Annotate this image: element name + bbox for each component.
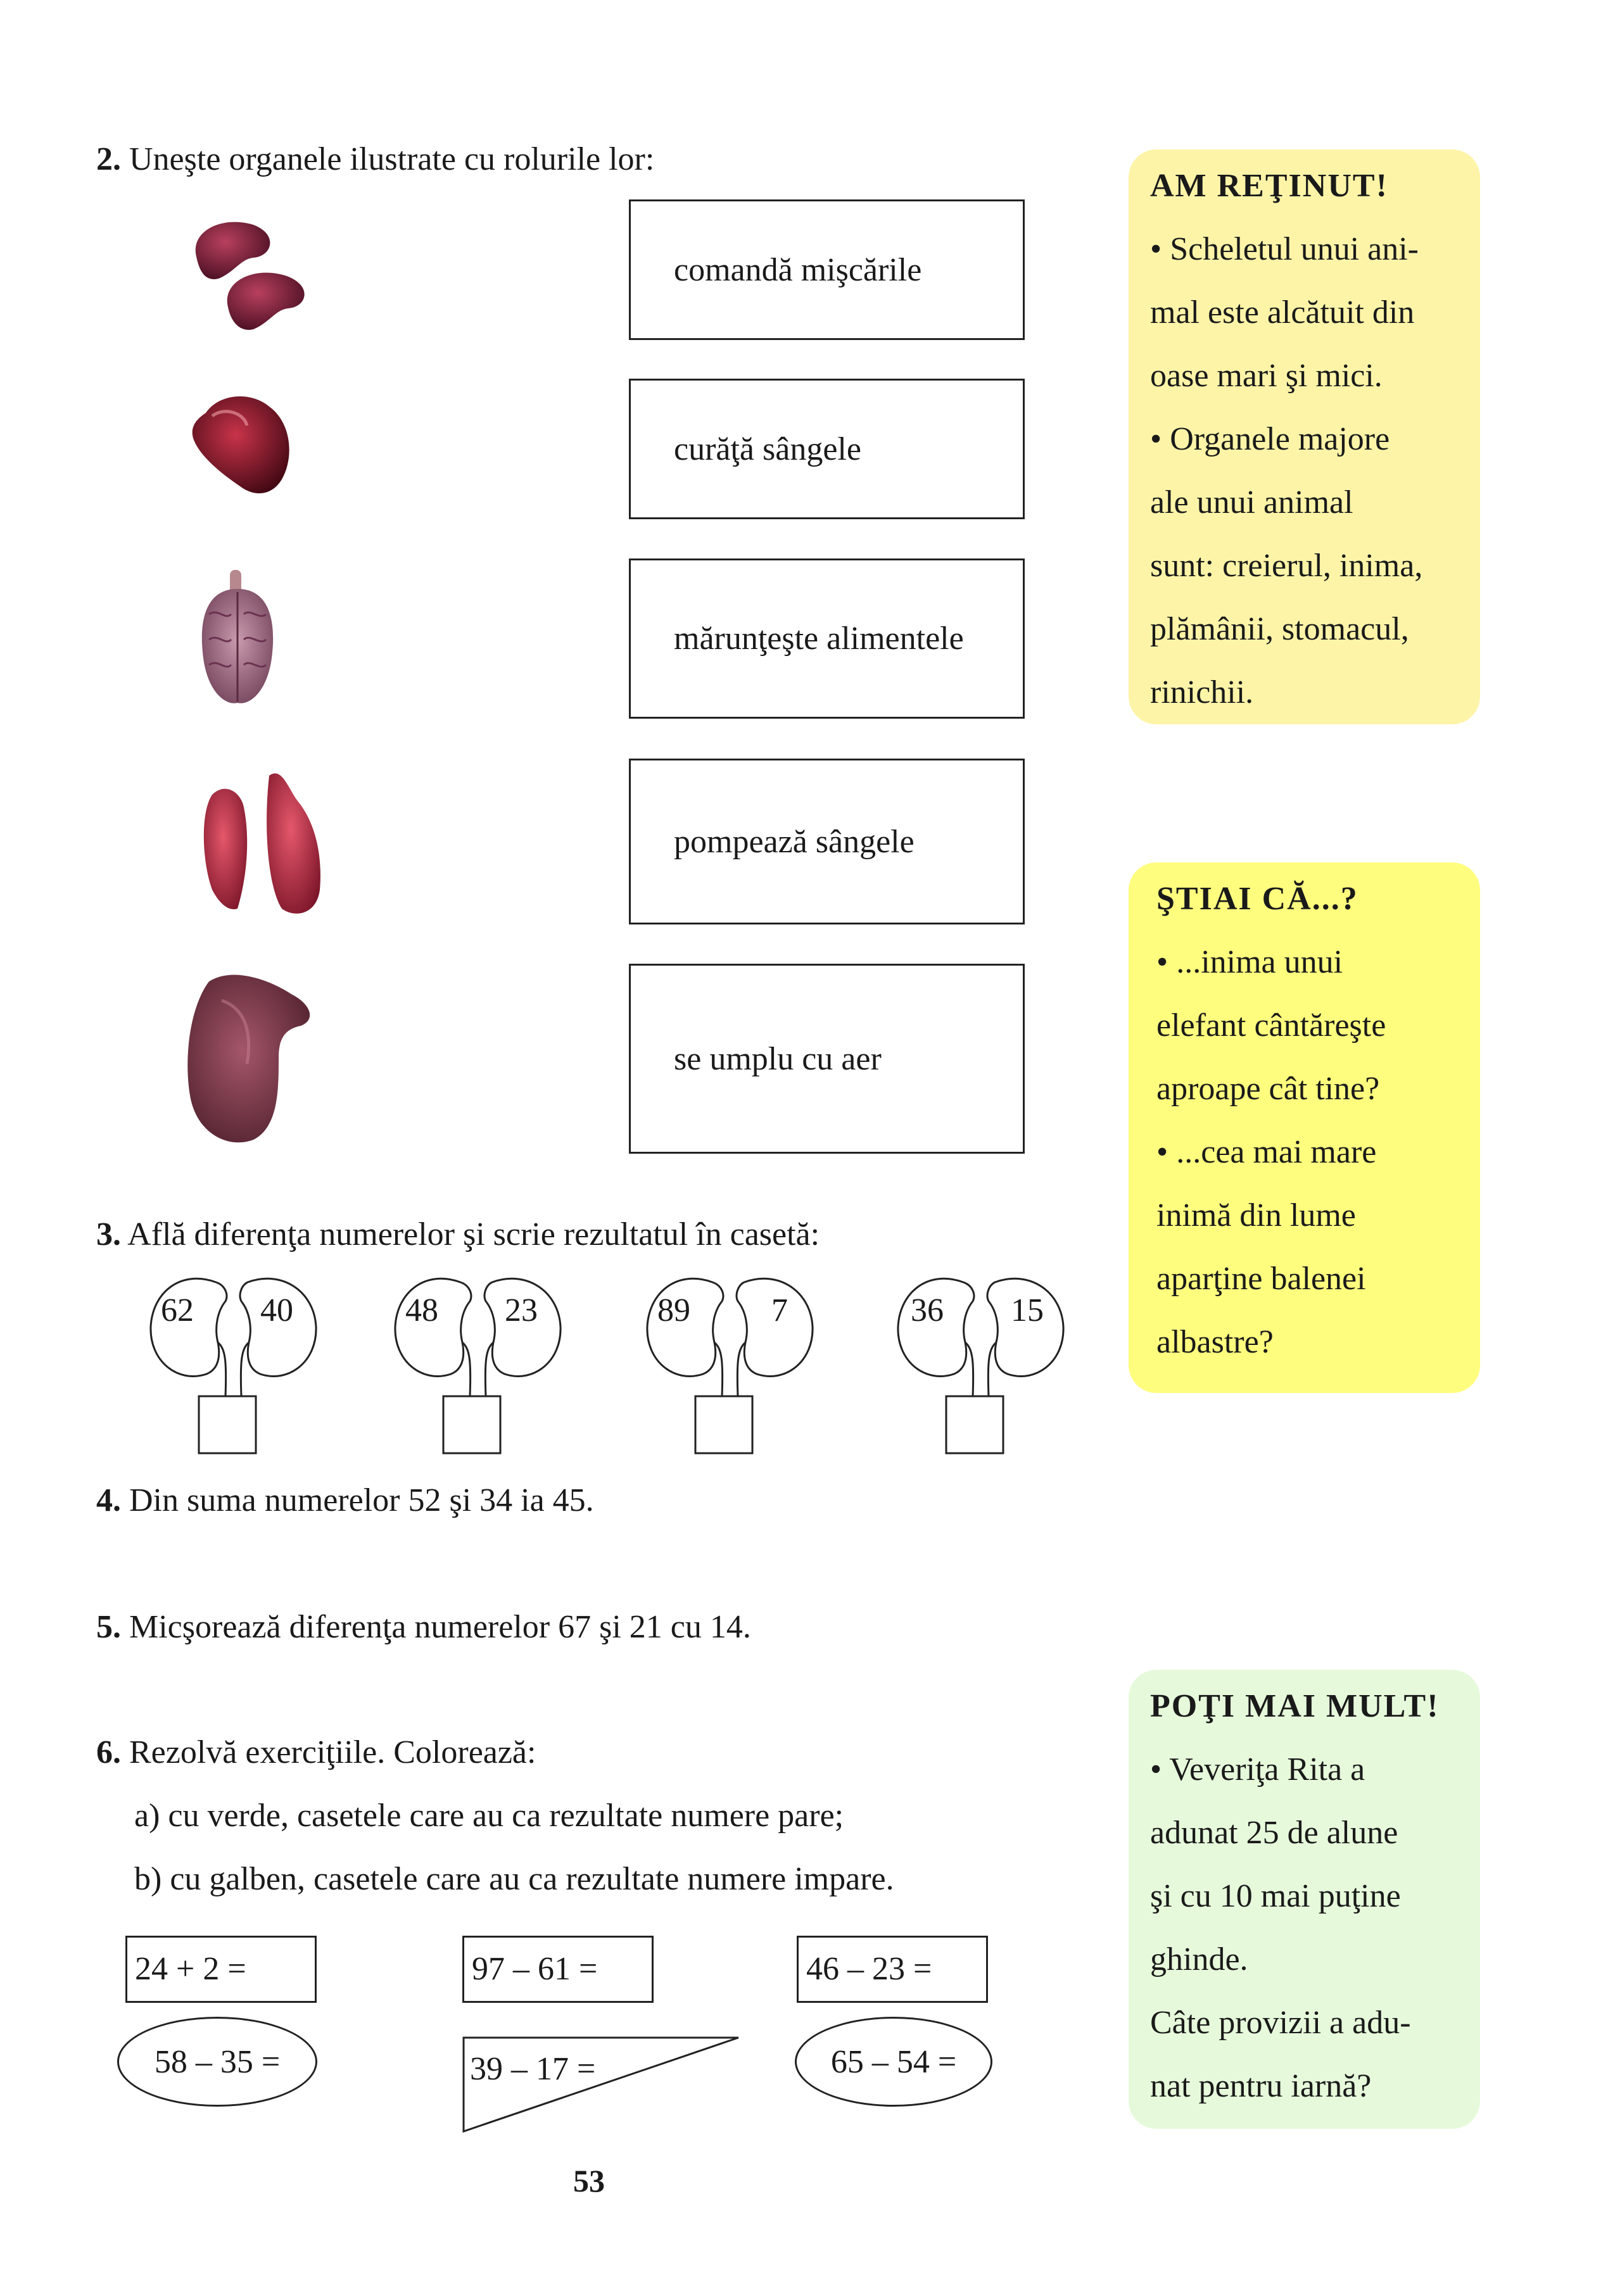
box-line: inimă din lume (1156, 1197, 1356, 1233)
exercise-text: Rezolvă exerciţiile. Colorează: (129, 1734, 536, 1770)
exercise-text: Uneşte organele ilustrate cu rolurile lor: (129, 141, 655, 177)
box-line: mal este alcătuit din (1150, 294, 1415, 331)
exercise-expression: 46 – 23 = (806, 1951, 932, 1987)
box-line: oase mari şi mici. (1150, 358, 1383, 394)
exercise-2-heading (96, 141, 654, 178)
role-box[interactable] (629, 379, 1025, 519)
minuend: 36 (911, 1292, 944, 1328)
role-label: comandă mişcările (674, 251, 922, 288)
exercise-number: 6. (96, 1734, 121, 1770)
exercise-number: 5. (96, 1609, 121, 1645)
kidney-pair (388, 1266, 571, 1469)
subtrahend: 7 (771, 1292, 788, 1328)
role-label: pompează sângele (674, 823, 915, 860)
minuend: 62 (161, 1292, 194, 1328)
box-title: ŞTIAI CĂ...? (1156, 881, 1358, 917)
exercise-3-heading (96, 1216, 820, 1253)
instruction-a: a) cu verde, casetele care au ca rezultate numere pare; (134, 1798, 844, 1834)
box-line: • Veveriţa Rita a (1150, 1751, 1365, 1788)
poti-mai-mult-box (1129, 1670, 1480, 2129)
box-line: adunat 25 de alune (1150, 1815, 1398, 1851)
exercise-triangle[interactable] (462, 2033, 741, 2134)
box-line: • Organele majore (1150, 421, 1390, 457)
exercise-text: Din suma numerelor 52 şi 34 ia 45. (129, 1482, 594, 1518)
exercise-rectangle[interactable] (462, 1936, 654, 2003)
box-title: AM REŢINUT! (1150, 168, 1388, 204)
am-retinut-box (1129, 149, 1480, 724)
box-line: şi cu 10 mai puţine (1150, 1878, 1401, 1914)
kidneys-image (184, 212, 329, 332)
role-box[interactable] (629, 558, 1025, 719)
box-line: sunt: creierul, inima, (1150, 548, 1423, 584)
box-line: elefant cântăreşte (1156, 1007, 1386, 1044)
exercise-expression: 39 – 17 = (470, 2051, 596, 2087)
page-number: 53 (573, 2163, 605, 2198)
exercise-oval[interactable] (795, 2017, 992, 2107)
role-label: curăţă sângele (674, 431, 861, 467)
exercise-expression: 58 – 35 = (154, 2043, 281, 2080)
box-line: • Scheletul unui ani- (1150, 231, 1419, 267)
subtrahend: 23 (505, 1292, 538, 1328)
exercise-rectangle[interactable] (797, 1936, 988, 2003)
role-box[interactable] (629, 759, 1025, 924)
kidney-pair (143, 1266, 327, 1469)
box-line: plămânii, stomacul, (1150, 611, 1409, 647)
stiai-ca-box (1129, 862, 1480, 1393)
brain-image (193, 570, 282, 709)
role-box[interactable] (629, 964, 1025, 1154)
exercise-number: 2. (96, 141, 121, 177)
exercise-oval[interactable] (117, 2017, 317, 2107)
box-line: rinichii. (1150, 674, 1254, 710)
exercise-rectangle[interactable] (125, 1936, 317, 2003)
box-line: ghinde. (1150, 1941, 1248, 1977)
kidney-pair (890, 1266, 1074, 1469)
role-label: se umplu cu aer (674, 1040, 882, 1077)
box-line: nat pentru iarnă? (1150, 2068, 1372, 2104)
exercise-expression: 24 + 2 = (135, 1951, 246, 1987)
subtrahend: 15 (1011, 1292, 1044, 1328)
box-line: aparţine balenei (1156, 1261, 1366, 1297)
exercise-number: 4. (96, 1482, 121, 1518)
role-label: mărunţeşte alimentele (674, 621, 964, 657)
role-box[interactable] (629, 199, 1025, 340)
box-line: Câte provizii a adu- (1150, 2005, 1411, 2041)
kidney-pair (640, 1266, 823, 1469)
minuend: 89 (657, 1292, 690, 1328)
subtrahend: 40 (260, 1292, 293, 1328)
box-line: albastre? (1156, 1324, 1274, 1360)
exercise-text: Află diferenţa numerelor şi scrie rezultatul în casetă: (127, 1216, 820, 1252)
instruction-b: b) cu galben, casetele care au ca rezultate numere impare. (134, 1861, 894, 1897)
stomach-image (184, 969, 317, 1152)
box-line: aproape cât tine? (1156, 1071, 1380, 1107)
box-line: ale unui animal (1150, 484, 1353, 520)
exercise-6-heading (96, 1734, 536, 1771)
exercise-expression: 65 – 54 = (830, 2043, 957, 2080)
box-line: • ...inima unui (1156, 944, 1343, 980)
exercise-expression: 97 – 61 = (472, 1951, 598, 1987)
box-title: POŢI MAI MULT! (1150, 1688, 1440, 1724)
minuend: 48 (405, 1292, 438, 1328)
exercise-number: 3. (96, 1216, 121, 1252)
heart-image (187, 388, 301, 501)
exercise-text: Micşorează diferenţa numerelor 67 şi 21 cu 14. (129, 1609, 751, 1645)
box-line: • ...cea mai mare (1156, 1134, 1377, 1170)
exercise-5 (96, 1608, 751, 1646)
exercise-4 (96, 1482, 594, 1519)
lungs-image (193, 769, 332, 921)
